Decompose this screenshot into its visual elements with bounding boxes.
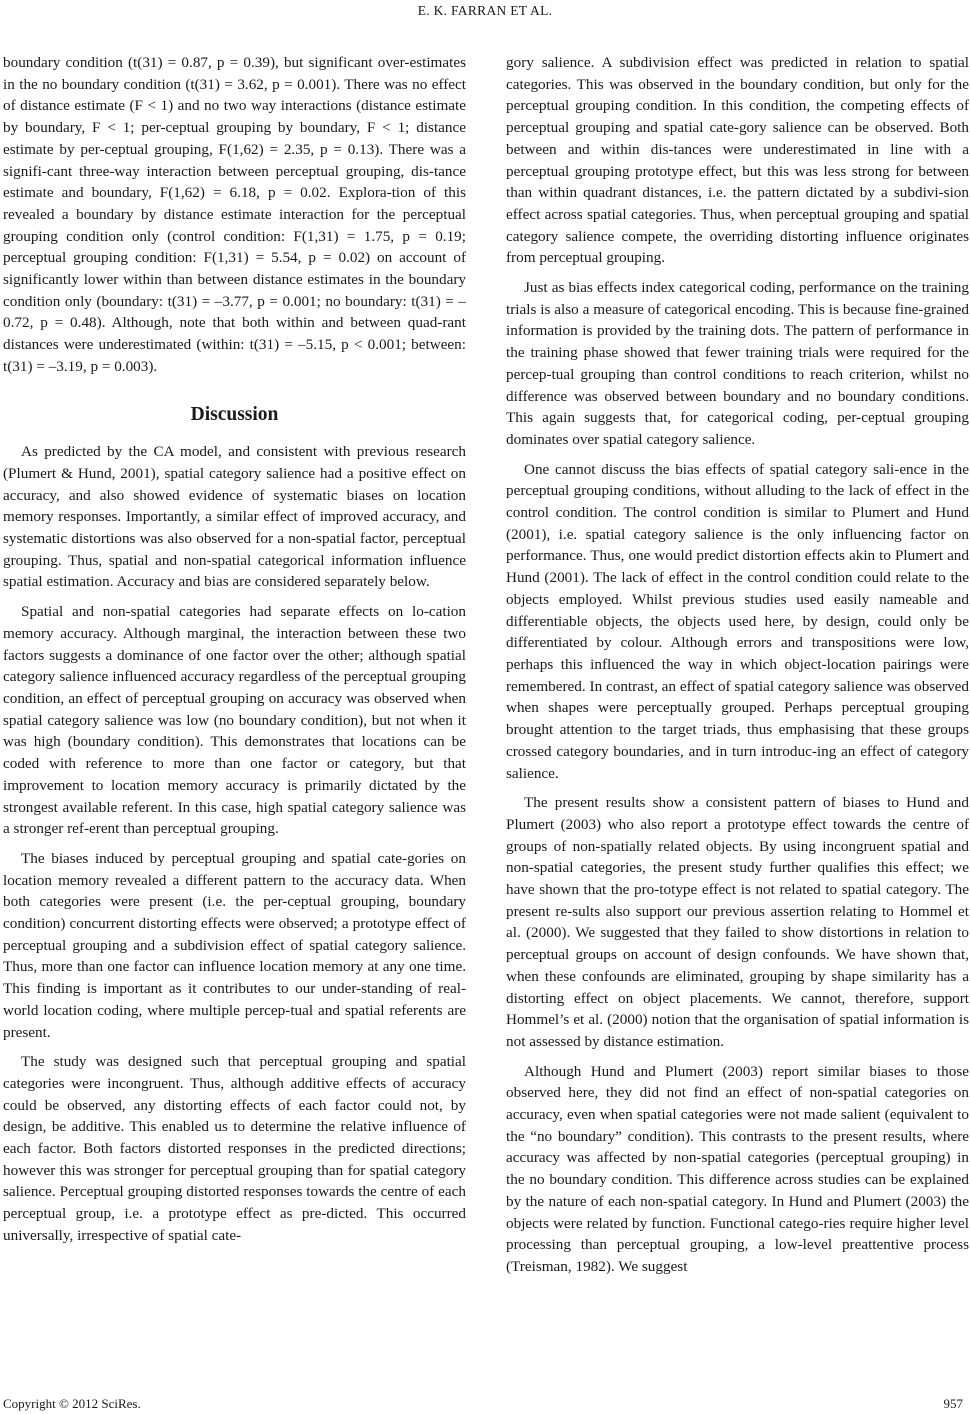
section-heading-discussion: Discussion: [190, 403, 279, 425]
copyright-footer: Copyright © 2012 SciRes.: [3, 1396, 141, 1411]
body-paragraph: As predicted by the CA model, and consistent with previous research (Plumert & Hund, 2001), spatial category salience had a positive effect on accuracy, and also showed evidence of systematic biases on location memory responses. Importantly, a similar effect of improved accuracy, and systematic distortions was also observed for a non-spatial factor, perceptual grouping. Thus, spatial and non-spatial categorical information influence spatial estimation. Accuracy and bias are considered separately below.: [3, 443, 466, 591]
running-head: E. K. FARRAN ET AL.: [417, 3, 553, 18]
left-column: [3, 52, 466, 1255]
body-paragraph: boundary condition (t(31) = 0.87, p = 0.39), but significant over-estimates in the no boundary condition (t(31) = 3.62, p = 0.001). There was no effect of distance estimate (F < 1) and no two way interactions (distance estimate by boundary, F < 1; per-ceptual grouping by boundary, F < 1; distance estimate by per-ceptual grouping, F(1,62) = 2.35, p = 0.13). There was a signifi-cant three-way interaction between perceptual grouping, dis-tance estimate and boundary, F(1,62) = 6.18, p = 0.02. Explora-tion of this revealed a boundary by distance estimate interaction for the perceptual grouping condition only (control condition: F(1,31) = 1.75, p = 0.19; perceptual grouping condition: F(1,31) = 5.54, p = 0.02) on account of significantly lower within than between distance estimates in the boundary condition only (boundary: t(31) = –3.77, p = 0.001; no boundary: t(31) = –0.72, p = 0.48). Although, note that both within and between quad-rant distances were underestimated (within: t(31) = –5.15, p < 0.001; between: t(31) = –3.19, p = 0.003).: [3, 54, 466, 375]
body-paragraph: Spatial and non-spatial categories had separate effects on lo-cation memory accuracy. Although marginal, the interaction between these two factors suggests a dominance of one factor over the other; although spatial category salience influenced accuracy regardless of the perceptual grouping condition, an effect of perceptual grouping on accuracy was observed when spatial category salience was low (no boundary condition), but not when it was high (boundary condition). This demonstrates that locations can be coded with reference to more than one factor or category, but that improvement to location memory accuracy is primarily dictated by the strongest available referent. In this case, high spatial category salience was a stronger ref-erent than perceptual grouping.: [3, 603, 466, 838]
body-paragraph: One cannot discuss the bias effects of spatial category sali-ence in the perceptual grouping conditions, without alluding to the lack of effect in the control condition. The control condition is similar to Plumert and Hund (2001), i.e. spatial category salience is the only influencing factor on performance. Thus, one would predict distortion effects akin to Plumert and Hund (2001). The lack of effect in the control condition could relate to the objects employed. Whilst previous studies used easily nameable and differentiable objects, the objects used here, by design, could only be differentiated by colour. Although errors and transpositions were low, perhaps this influenced the way in which object-location pairings were remembered. In contrast, an effect of spatial category salience was observed when shapes were perceptually grouped. Perhaps perceptual grouping brought attention to the target triads, thus emphasising that these groups crossed category boundaries, and in turn introduc-ing an effect of category salience.: [506, 460, 969, 782]
right-column: [506, 52, 969, 1286]
body-paragraph: Although Hund and Plumert (2003) report similar biases to those observed here, they did not find an effect of non-spatial categories on accuracy, even when spatial categories were not made salient (equivalent to the “no boundary” condition). This contrasts to the present results, where accuracy was affected by non-spatial categories (perceptual grouping) in the no boundary condition. This difference across studies can be explained by the nature of each non-spatial category. In Hund and Plumert (2003) the objects were related by function. Functional catego-ries require higher level processing than perceptual grouping, a low-level preattentive process (Treisman, 1982). We suggest: [506, 1062, 969, 1275]
page-number: 957: [943, 1396, 963, 1411]
body-paragraph: The present results show a consistent pattern of biases to Hund and Plumert (2003) who also report a prototype effect towards the centre of groups of non-spatially related objects. By using incongruent spatial and non-spatial categories, the present study further qualifies this effect; we have shown that the pro-totype effect is not related to spatial category. The present re-sults also support our previous assertion relating to Hommel et al. (2000). We suggested that they failed to show distortions in relation to perceptual groups on account of design confounds. We have shown that, when these confounds are eliminated, grouping by shape similarity has a distorting effect on object placements. We cannot, therefore, support Hommel’s et al. (2000) notion that the organisation of spatial information is not assessed by distance estimation.: [506, 794, 969, 1050]
body-paragraph: The study was designed such that perceptual grouping and spatial categories were incongruent. Thus, although additive effects of accuracy could be observed, any distorting effects of each factor could not, by design, be additive. This enabled us to determine the relative influence of each factor. Both factors distorted responses in the predicted directions; however this was stronger for perceptual grouping than for spatial category salience. Perceptual grouping distorted responses towards the centre of each perceptual group, i.e. a prototype effect as pre-dicted. This occurred universally, irrespective of spatial cate-: [3, 1053, 466, 1244]
body-paragraph: gory salience. A subdivision effect was predicted in relation to spatial categories. This was observed in the boundary condition, but only for the perceptual grouping condition. In this condition, the competing effects of perceptual grouping and spatial cate-gory salience can be observed. Both between and within dis-tances were underestimated in line with a perceptual grouping prototype effect, but this was less strong for between than within quadrant distances, i.e. the pattern dictated by a subdivi-sion effect across spatial categories. Thus, when perceptual grouping and spatial category salience compete, the overriding distorting influence originates from perceptual grouping.: [506, 54, 969, 267]
body-paragraph: The biases induced by perceptual grouping and spatial cate-gories on location memory revealed a different pattern to the accuracy data. When both categories were present (i.e. the per-ceptual grouping, boundary condition) concurrent distorting effects were observed; a prototype effect of perceptual grouping and a subdivision effect of spatial category salience. Thus, more than one factor can influence location memory at any one time. This finding is important as it contributes to our under-standing of real-world location coding, where multiple percep-tual and spatial referents are present.: [3, 849, 466, 1041]
body-paragraph: Just as bias effects index categorical coding, performance on the training trials is also a measure of categorical encoding. This is because fine-grained information is provided by the training dots. The pattern of performance in the training phase showed that fewer training trials were required for the percep-tual grouping than control conditions to reach criterion, whilst no difference was observed between boundary and no boundary conditions. This again suggests that, for categorical coding, per-ceptual grouping dominates over spatial category salience.: [506, 279, 969, 448]
